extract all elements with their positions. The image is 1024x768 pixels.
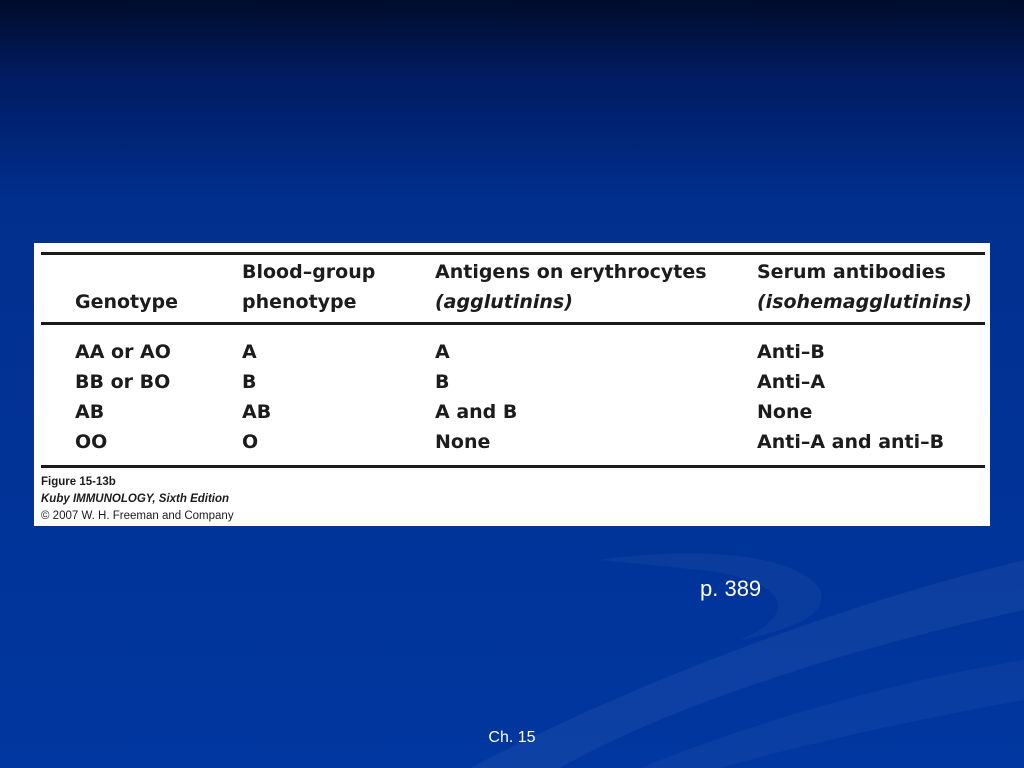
cell-antibodies: Anti–A — [757, 371, 826, 393]
cell-genotype: AB — [75, 401, 105, 423]
header-antibodies-line1: Serum antibodies — [757, 261, 946, 283]
cell-antigens: None — [435, 431, 491, 453]
page-reference: p. 389 — [700, 576, 762, 601]
cell-antibodies: Anti–B — [757, 341, 825, 363]
cell-phenotype: AB — [242, 401, 272, 423]
header-phenotype-line1: Blood–group — [242, 261, 376, 283]
header-antigens-italic: (agglutinins) — [435, 291, 573, 313]
cell-genotype: AA or AO — [75, 341, 171, 363]
figure-number: Figure 15-13b — [41, 476, 116, 488]
cell-antibodies: Anti–A and anti–B — [757, 431, 945, 453]
chapter-label: Ch. 15 — [488, 729, 536, 746]
cell-phenotype: B — [242, 371, 257, 393]
copyright-line: © 2007 W. H. Freeman and Company — [41, 510, 234, 522]
cell-phenotype: O — [242, 431, 259, 453]
table-header-rule — [41, 322, 985, 325]
cell-antigens: A — [435, 341, 450, 363]
header-genotype: Genotype — [75, 291, 179, 313]
cell-phenotype: A — [242, 341, 257, 363]
cell-antigens: B — [435, 371, 450, 393]
cell-antigens: A and B — [435, 401, 518, 423]
table-bottom-rule — [41, 465, 985, 468]
cell-genotype: OO — [75, 431, 108, 453]
cell-genotype: BB or BO — [75, 371, 171, 393]
cell-antibodies: None — [757, 401, 813, 423]
header-antibodies-line2 — [757, 287, 972, 317]
header-phenotype-line2: phenotype — [242, 291, 357, 313]
table-top-rule — [41, 252, 985, 255]
figure-panel — [34, 243, 990, 526]
header-antigens-line2 — [435, 287, 573, 317]
book-title: Kuby IMMUNOLOGY, Sixth Edition — [41, 493, 230, 505]
header-antigens-line1: Antigens on erythrocytes — [435, 261, 707, 283]
header-antibodies-italic: (isohemagglutinins) — [757, 291, 972, 313]
